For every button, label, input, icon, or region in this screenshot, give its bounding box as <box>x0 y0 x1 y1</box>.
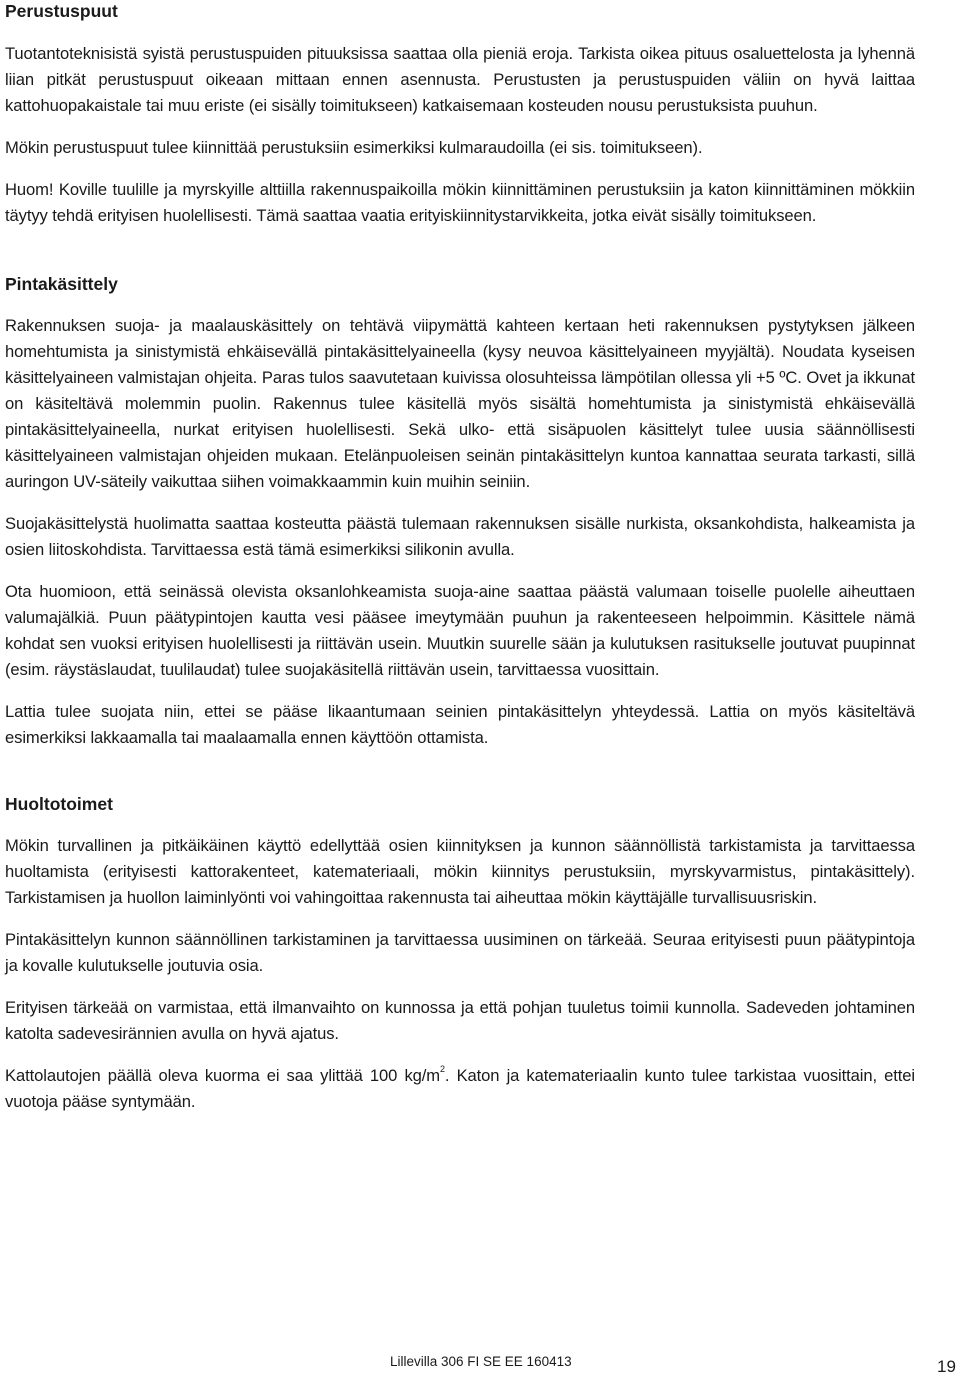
paragraph-pintakasittely-4: Lattia tulee suojata niin, ettei se pääse likaantumaan seinien pintakäsittelyn yhteydessä. Lattia on myös käsiteltävä esimerkiksi lakkaamalla tai maalaamalla ennen käyttöön ottamista. <box>5 702 915 747</box>
paragraph-perustuspuut-1: Tuotantoteknisistä syistä perustuspuiden pituuksissa saattaa olla pieniä eroja. Tarkista oikea pituus osaluettelosta ja lyhennä liian pitkät perustuspuut oikeaan mittaan ennen asennusta. Perustusten ja perustuspuiden väliin on hyvä laittaa kattohuopakaistale tai muu eriste (ei sisälly toimitukseen) katkaisemaan kosteuden nousu perustuksista puuhun. <box>5 44 915 115</box>
paragraph-huoltotoimet-1: Mökin turvallinen ja pitkäikäinen käyttö edellyttää osien kiinnityksen ja kunnon säännöllistä tarkistamista ja tarvittaessa huoltamista (erityisesti kattorakenteet, katemateriaali, mökin kiinnitys perustuksiin, myrskyvarmistus, pintakäsittely). Tarkistamisen ja huollon laiminlyönti voi vahingoittaa rakennusta tai aiheuttaa mökin käyttäjälle turvallisuusriskin. <box>5 836 915 907</box>
paragraph-huoltotoimet-3: Erityisen tärkeää on varmistaa, että ilmanvaihto on kunnossa ja että pohjan tuuletus toimii kunnolla. Sadeveden johtaminen katolta sadevesirännien avulla on hyvä ajatus. <box>5 998 915 1043</box>
section-heading-perustuspuut: Perustuspuut <box>5 1 118 21</box>
footer-document-id: Lillevilla 306 FI SE EE 160413 <box>390 1354 572 1369</box>
paragraph-pintakasittely-2: Suojakäsittelystä huolimatta saattaa kosteutta päästä tulemaan rakennuksen sisälle nurkista, oksankohdista, halkeamista ja osien liitoskohdista. Tarvittaessa estä tämä esimerkiksi silikonin avulla. <box>5 514 915 559</box>
paragraph-pintakasittely-1: Rakennuksen suoja- ja maalauskäsittely on tehtävä viipymättä kahteen kertaan heti rakennuksen pystytyksen jälkeen homehtumista ja sinistymistä ehkäisevällä pintakäsittelyaineella (kysy neuvoa käsittelyaineen myyjältä). Noudata kyseisen käsittelyaineen valmistajan ohjeita. Paras tulos saavutetaan kuivissa olosuhteissa lämpötilan ollessa yli +5 ºC. Ovet ja ikkunat on käsiteltävä molemmin puolin. Rakennus tulee käsitellä myös sisältä homehtumista ja sinistymistä ehkäisevällä pintakäsittelyaineella, nurkat erityisen huolellisesti. Sekä ulko- että sisäpuolen käsittelyt tulee uusia säännöllisesti käsittelyaineen valmistajan ohjeiden mukaan. Etelänpuoleisen seinän pintakäsittelyn kuntoa kannattaa seurata tarkasti, sillä auringon UV-säteily vaikuttaa siihen voimakkaammin kuin muihin seiniin. <box>5 316 915 491</box>
paragraph-huoltotoimet-4 <box>5 1063 915 1115</box>
section-heading-pintakasittely: Pintakäsittely <box>5 274 118 294</box>
paragraph-huoltotoimet-2: Pintakäsittelyn kunnon säännöllinen tarkistaminen ja tarvittaessa uusiminen on tärkeää. Seuraa erityisesti puun päätypintoja ja kovalle kulutukselle joutuvia osia. <box>5 930 915 975</box>
document-page <box>5 0 915 1115</box>
load-limit-text: Kattolautojen päällä oleva kuorma ei saa ylittää 100 kg/m <box>5 1066 441 1085</box>
superscript-2: 2 <box>440 1064 445 1075</box>
section-heading-huoltotoimet: Huoltotoimet <box>5 794 113 814</box>
page-number: 19 <box>937 1357 956 1376</box>
paragraph-perustuspuut-3: Huom! Koville tuulille ja myrskyille alttiilla rakennuspaikoilla mökin kiinnittäminen perustuksiin ja katon kiinnittäminen mökkiin täytyy tehdä erityisen huolellisesti. Tämä saattaa vaatia erityiskiinnitystarvikkeita, jotka eivät sisälly toimitukseen. <box>5 180 915 225</box>
paragraph-perustuspuut-2: Mökin perustuspuut tulee kiinnittää perustuksiin esimerkiksi kulmaraudoilla (ei sis. toimitukseen). <box>5 138 703 157</box>
paragraph-pintakasittely-3: Ota huomioon, että seinässä olevista oksanlohkeamista suoja-aine saattaa päästä valumaan toiselle puolelle aiheuttaen valumajälkiä. Puun päätypintojen kautta vesi pääsee imeytymään puuhun ja rakenteeseen helpoimmin. Käsittele nämä kohdat sen vuoksi erityisen huolellisesti ja riittävän usein. Muutkin suurelle sään ja kulutuksen rasitukselle joutuvat puupinnat (esim. räystäslaudat, tuulilaudat) tulee suojakäsitellä riittävän usein, tarvittaessa vuosittain. <box>5 582 915 679</box>
inspection-text: . Katon ja katemateriaalin kunto tulee tarkistaa vuosittain, ettei vuotoja pääse syntymään. <box>5 1066 915 1111</box>
